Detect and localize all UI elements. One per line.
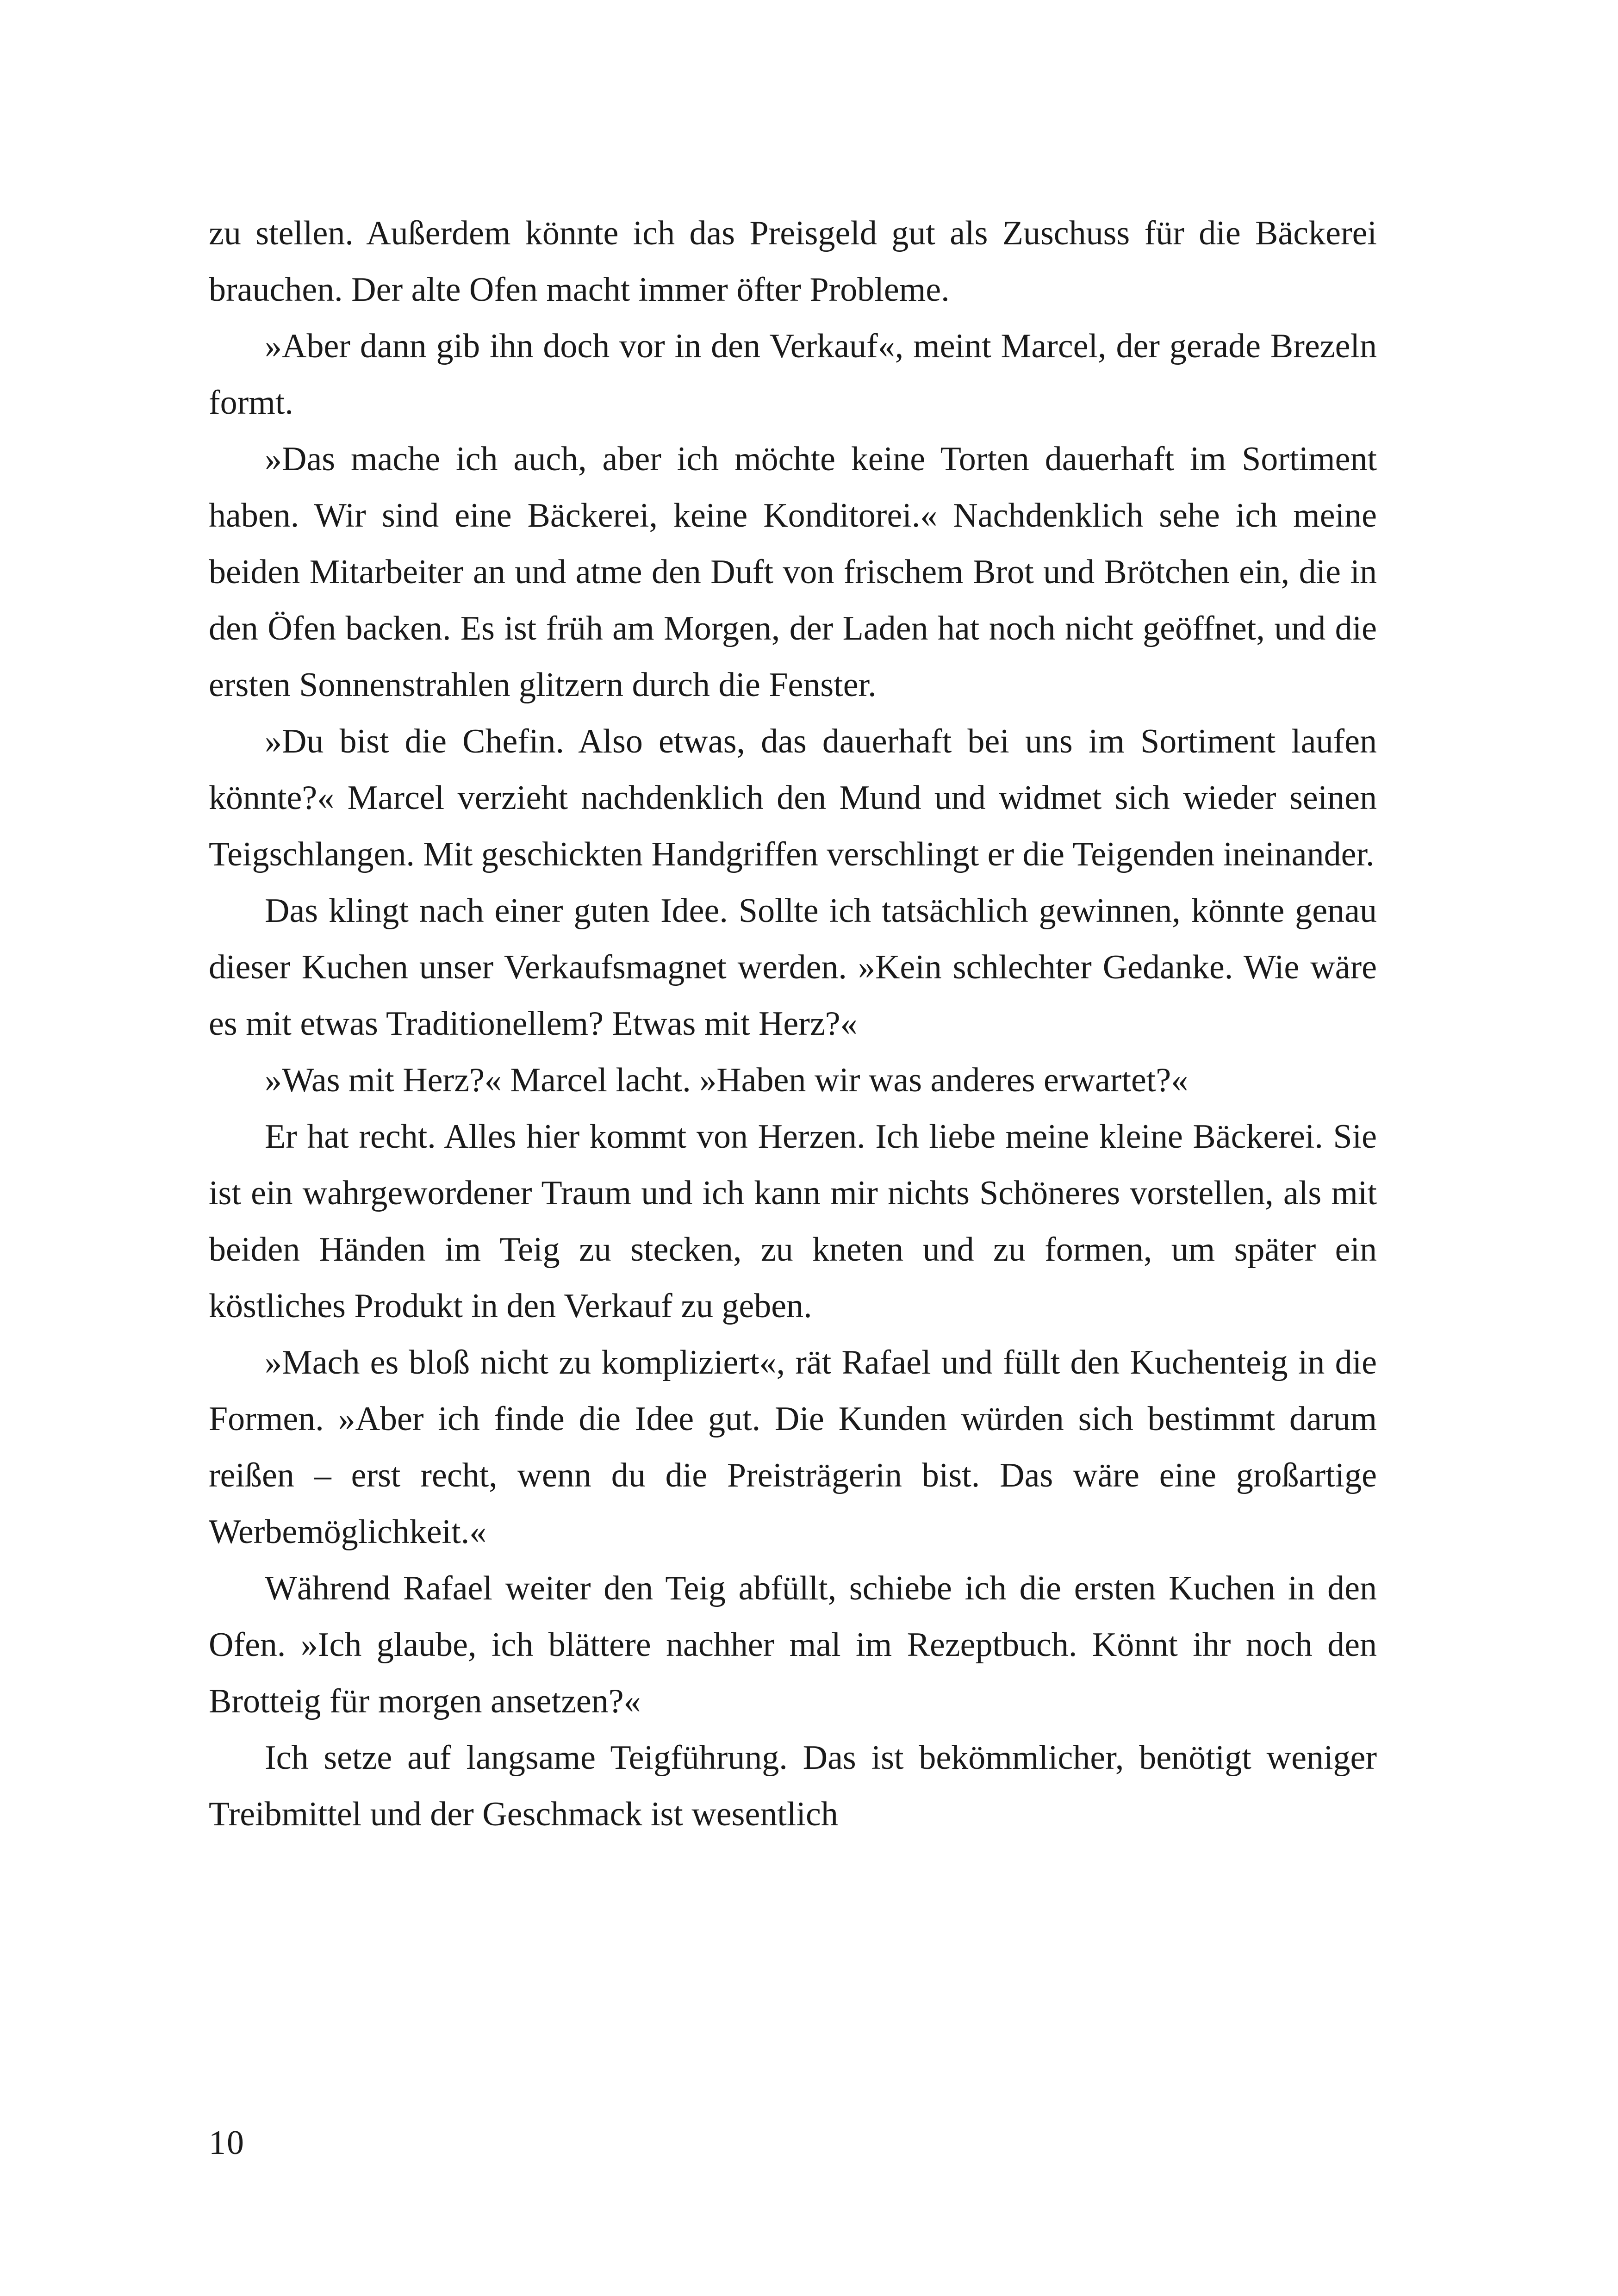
paragraph: »Mach es bloß nicht zu kompliziert«, rät Rafael und füllt den Kuchenteig in die Formen. »Aber ich finde die Idee gut. Die Kunden würden sich bestimmt darum reißen – erst recht, wenn du die Preisträgerin bist. Das wäre eine großartige Werbemöglichkeit.«	[209, 1344, 1377, 1551]
paragraph: Ich setze auf langsame Teigführung. Das ist bekömmlicher, benötigt weniger Treibmittel und der Geschmack ist wesentlich	[209, 1739, 1377, 1833]
body-text	[209, 205, 1377, 1842]
paragraph: »Das mache ich auch, aber ich möchte keine Torten dauerhaft im Sortiment haben. Wir sind eine Bäckerei, keine Konditorei.« Nachdenklich sehe ich meine beiden Mitarbeiter an und atme den Duft von frischem Brot und Brötchen ein, die in den Öfen backen. Es ist früh am Morgen, der Laden hat noch nicht geöffnet, und die ersten Sonnenstrahlen glitzern durch die Fenster.	[209, 440, 1377, 704]
paragraph: »Aber dann gib ihn doch vor in den Verkauf«, meint Marcel, der gerade Brezeln formt.	[209, 327, 1377, 422]
paragraph: Während Rafael weiter den Teig abfüllt, schiebe ich die ersten Kuchen in den Ofen. »Ich glaube, ich blättere nachher mal im Rezeptbuch. Könnt ihr noch den Brotteig für morgen ansetzen?«	[209, 1569, 1377, 1720]
paragraph: Er hat recht. Alles hier kommt von Herzen. Ich liebe meine kleine Bäckerei. Sie ist ein wahrgewordener Traum und ich kann mir nichts Schöneres vorstellen, als mit beiden Händen im Teig zu stecken, zu kneten und zu formen, um später ein köstliches Produkt in den Verkauf zu geben.	[209, 1118, 1377, 1325]
paragraph: »Du bist die Chefin. Also etwas, das dauerhaft bei uns im Sortiment laufen könnte?« Marcel verzieht nachdenklich den Mund und widmet sich wieder seinen Teigschlangen. Mit geschickten Handgriffen verschlingt er die Teigenden ineinander.	[209, 722, 1377, 873]
page-number: 10	[209, 2124, 245, 2162]
paragraph: »Was mit Herz?« Marcel lacht. »Haben wir was anderes erwartet?«	[265, 1061, 1189, 1099]
paragraph: zu stellen. Außerdem könnte ich das Preisgeld gut als Zuschuss für die Bäckerei brauchen. Der alte Ofen macht immer öfter Probleme.	[209, 214, 1377, 309]
paragraph: Das klingt nach einer guten Idee. Sollte ich tatsächlich gewinnen, könnte genau dieser Kuchen unser Verkaufsmagnet werden. »Kein schlechter Gedanke. Wie wäre es mit etwas Traditionellem? Etwas mit Herz?«	[209, 892, 1377, 1043]
